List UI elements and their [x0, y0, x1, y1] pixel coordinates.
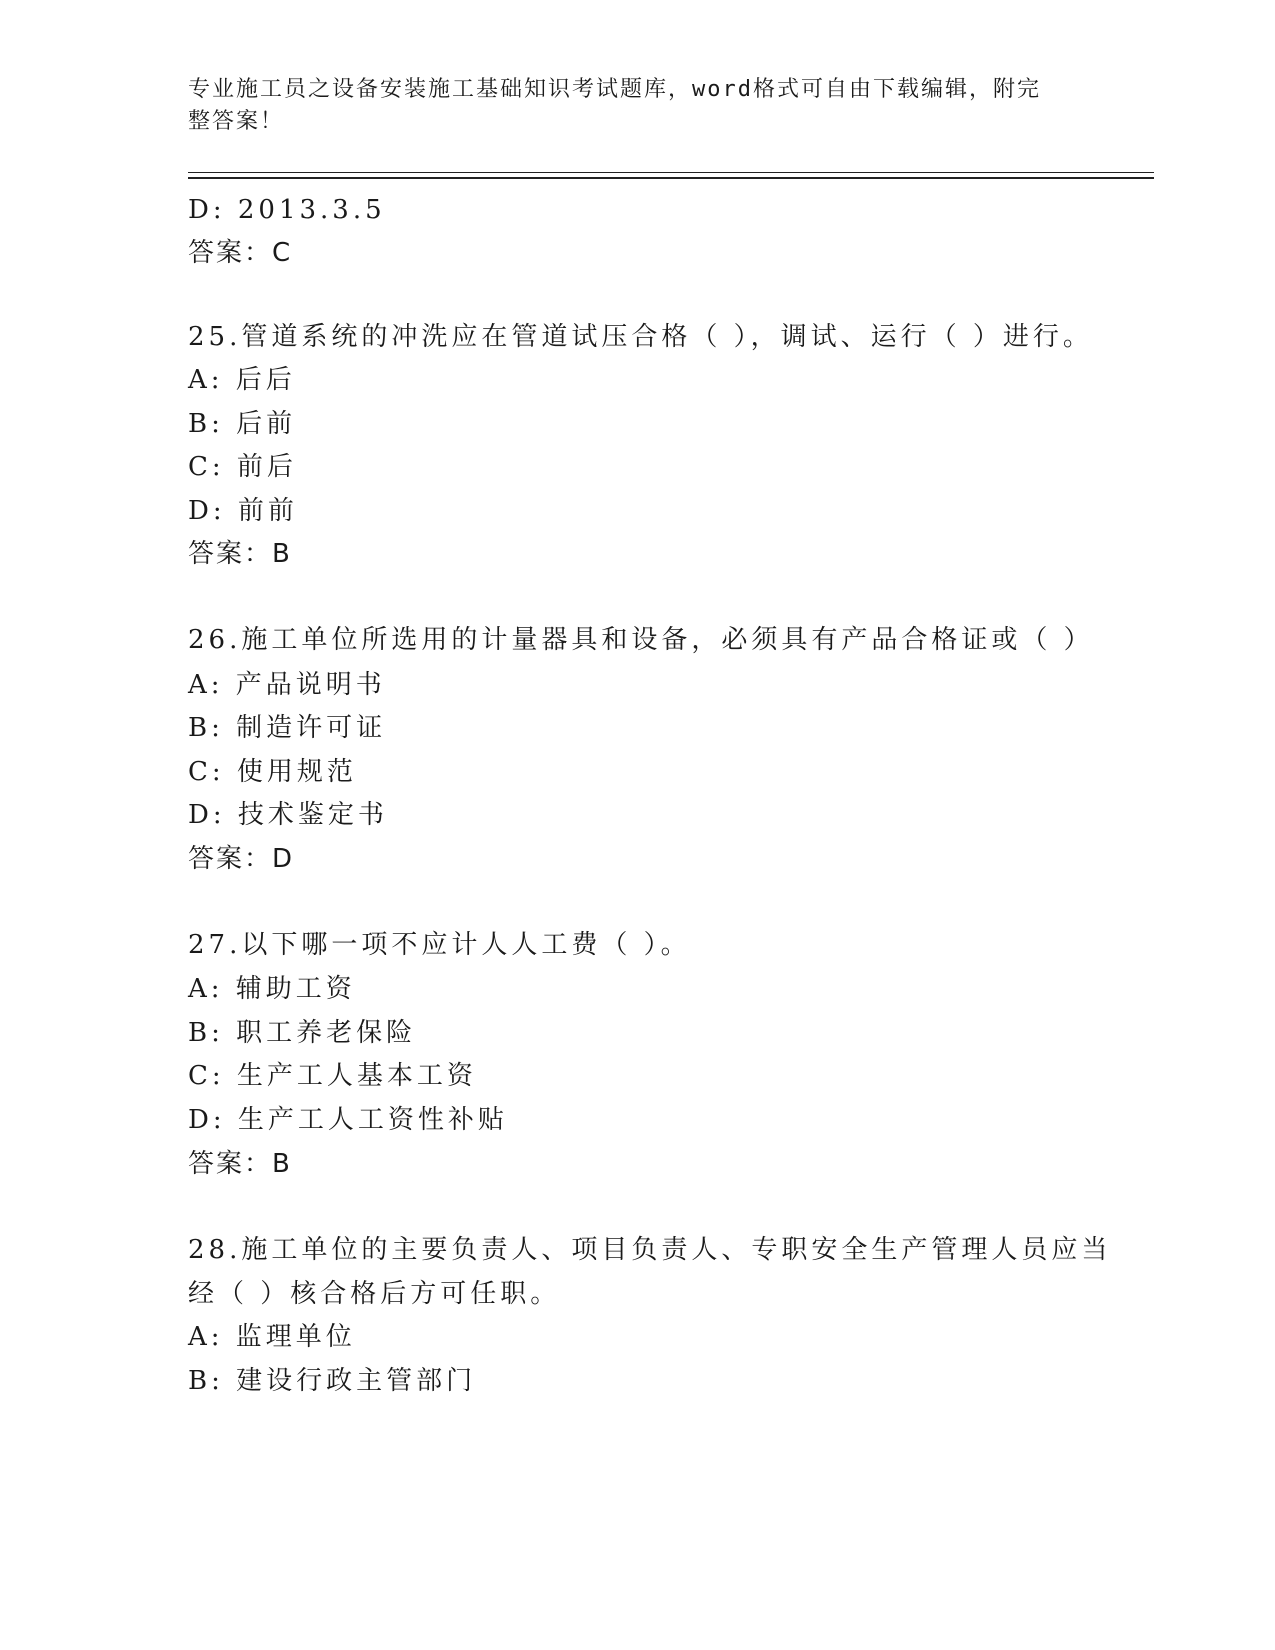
- question-26-option-b: B: 制造许可证: [188, 713, 387, 743]
- question-26-option-d: D: 技术鉴定书: [188, 800, 388, 830]
- document-header: [188, 74, 1088, 138]
- question-25-option-d: D: 前前: [188, 496, 298, 526]
- question-25-option-b: B: 后前: [188, 409, 297, 439]
- question-25-stem: 25.管道系统的冲洗应在管道试压合格（ ），调试、运行（ ）进行。: [188, 322, 1093, 352]
- question-25-option-c: C: 前后: [188, 452, 297, 482]
- header-rule-thin: [188, 172, 1154, 173]
- question-25-answer: 答案：B: [188, 539, 292, 569]
- question-27-stem: 27.以下哪一项不应计人人工费（ ）。: [188, 930, 691, 960]
- question-28-stem-line-1: 28.施工单位的主要负责人、项目负责人、专职安全生产管理人员应当: [188, 1235, 1112, 1265]
- question-26-option-c: C: 使用规范: [188, 757, 357, 787]
- prev-option-d: D: 2013.3.5: [188, 195, 386, 225]
- question-28-option-b: B: 建设行政主管部门: [188, 1366, 477, 1396]
- prev-answer: 答案：C: [188, 238, 293, 268]
- question-27-option-d: D: 生产工人工资性补贴: [188, 1105, 508, 1135]
- question-26-answer: 答案：D: [188, 844, 295, 874]
- question-25-option-a: A: 后后: [188, 365, 296, 395]
- question-26-stem: 26.施工单位所选用的计量器具和设备，必须具有产品合格证或（ ）: [188, 625, 1094, 655]
- question-27-option-b: B: 职工养老保险: [188, 1018, 417, 1048]
- question-27-option-c: C: 生产工人基本工资: [188, 1061, 477, 1091]
- question-28-stem-line-2: 经（ ）核合格后方可任职。: [188, 1279, 561, 1309]
- header-line-1: 专业施工员之设备安装施工基础知识考试题库，word格式可自由下载编辑，附完: [188, 77, 1041, 102]
- question-26-option-a: A: 产品说明书: [188, 670, 386, 700]
- header-line-2: 整答案！: [188, 109, 285, 134]
- question-27-answer: 答案：B: [188, 1149, 292, 1179]
- question-27-option-a: A: 辅助工资: [188, 974, 356, 1004]
- header-rule-thick: [188, 177, 1154, 179]
- question-28-option-a: A: 监理单位: [188, 1322, 356, 1352]
